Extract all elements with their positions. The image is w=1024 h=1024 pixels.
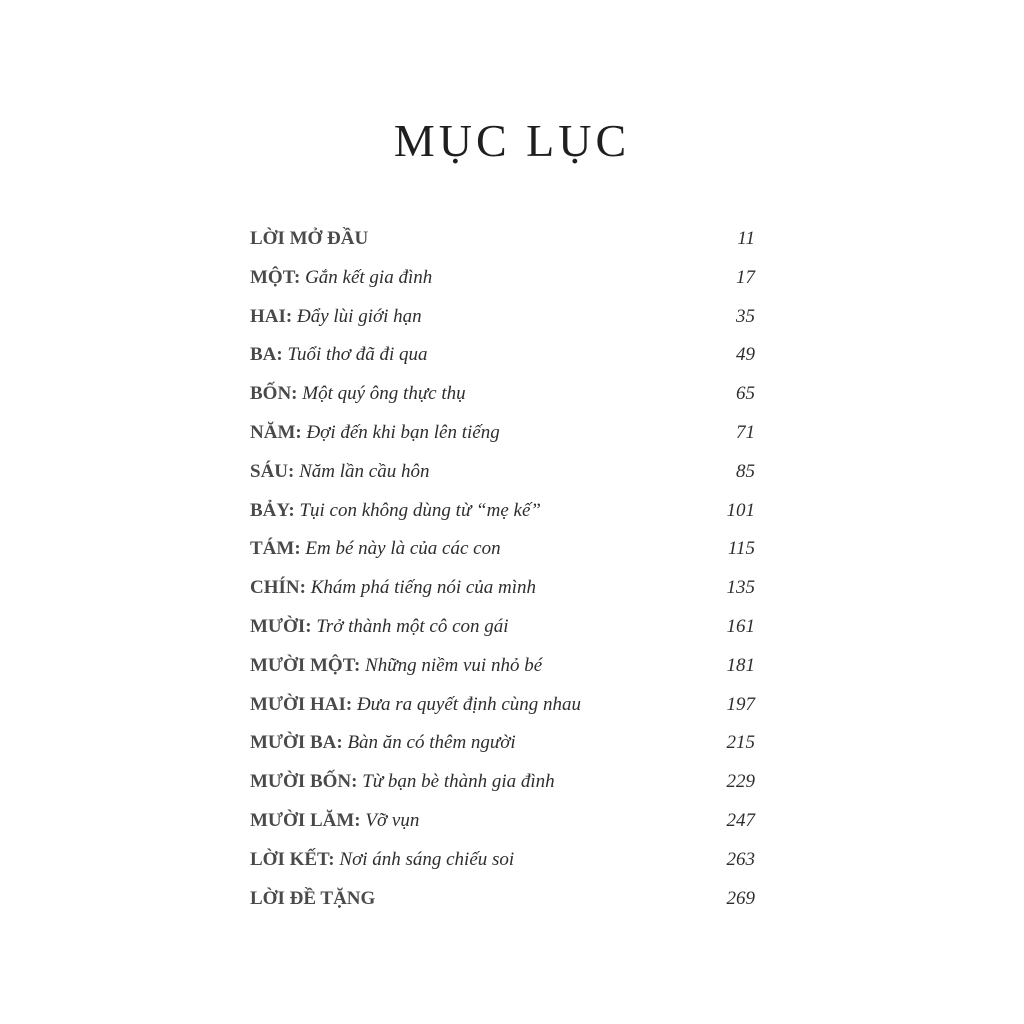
toc-page-number: 135 (726, 577, 755, 599)
toc-label: MƯỜI: (250, 615, 312, 637)
toc-row (250, 530, 755, 569)
toc-entry (250, 802, 419, 841)
toc-page-number: 247 (726, 809, 755, 831)
toc-subtitle: Gắn kết gia đình (305, 266, 433, 288)
toc-subtitle: Bàn ăn có thêm người (347, 732, 516, 754)
toc-entry (250, 880, 375, 919)
toc-row (250, 686, 755, 725)
toc-row (250, 414, 755, 453)
toc-page-number: 65 (736, 383, 755, 405)
toc-entry (250, 453, 429, 492)
toc-subtitle: Tuổi thơ đã đi qua (287, 344, 428, 366)
toc-entry (250, 686, 581, 725)
toc-label: MƯỜI LĂM: (250, 809, 361, 831)
toc-entry (250, 336, 427, 375)
toc-label: NĂM: (250, 421, 302, 443)
toc-subtitle: Đẩy lùi giới hạn (296, 305, 422, 327)
toc-subtitle: Một quý ông thực thụ (302, 383, 466, 405)
toc-entry (250, 724, 516, 763)
toc-entry (250, 841, 514, 880)
toc-entry (250, 763, 555, 802)
toc-row (250, 802, 755, 841)
toc-page-number: 197 (726, 693, 755, 715)
toc-page-number: 181 (726, 654, 755, 676)
toc-page-number: 215 (726, 732, 755, 754)
toc-label: LỜI KẾT: (250, 848, 335, 870)
toc-page-number: 161 (726, 615, 755, 637)
toc-page-number: 85 (736, 460, 755, 482)
toc-row (250, 220, 755, 259)
toc-row (250, 724, 755, 763)
toc-subtitle: Em bé này là của các con (305, 538, 501, 560)
toc-subtitle: Từ bạn bè thành gia đình (362, 771, 555, 793)
toc-label: TÁM: (250, 538, 301, 560)
toc-row (250, 336, 755, 375)
page-title: MỤC LỤC (393, 115, 631, 166)
toc-entry (250, 375, 466, 414)
toc-page-number: 229 (726, 771, 755, 793)
toc-label: BA: (250, 344, 283, 366)
toc-entry (250, 647, 542, 686)
toc-subtitle: Trở thành một cô con gái (316, 615, 509, 637)
toc-row (250, 880, 755, 919)
toc-row (250, 841, 755, 880)
toc-label: BẢY: (250, 499, 295, 521)
toc-entry (250, 569, 536, 608)
toc-subtitle: Khám phá tiếng nói của mình (310, 577, 537, 599)
toc-page-number: 71 (736, 421, 755, 443)
toc-label: MỘT: (250, 266, 301, 288)
toc-row (250, 569, 755, 608)
toc-label: HAI: (250, 305, 293, 327)
toc-page-number: 49 (736, 344, 755, 366)
toc-row (250, 608, 755, 647)
toc-page-number: 11 (737, 228, 755, 249)
toc-label: MƯỜI HAI: (250, 693, 353, 715)
toc-row (250, 647, 755, 686)
toc-label: LỜI ĐỀ TẶNG (250, 887, 376, 909)
toc-entry (250, 608, 509, 647)
toc-subtitle: Vỡ vụn (365, 809, 420, 831)
toc-label: MƯỜI MỘT: (250, 654, 361, 676)
toc-label: MƯỜI BA: (250, 732, 343, 754)
toc-label: CHÍN: (250, 577, 306, 599)
toc-label: LỜI MỞ ĐẦU (250, 228, 369, 249)
toc-subtitle: Tụi con không dùng từ “mẹ kế” (299, 499, 541, 521)
toc-entry (250, 414, 500, 453)
toc-page-number: 115 (727, 538, 755, 560)
toc-label: MƯỜI BỐN: (250, 771, 358, 793)
toc-subtitle: Năm lần cầu hôn (299, 460, 430, 482)
toc-subtitle: Nơi ánh sáng chiếu soi (339, 848, 515, 870)
toc-subtitle: Những niềm vui nhỏ bé (365, 654, 543, 676)
toc-page-number: 17 (736, 266, 755, 288)
table-of-contents (250, 220, 755, 918)
toc-entry (250, 530, 501, 569)
toc-entry (250, 220, 368, 259)
toc-page-number: 269 (726, 887, 755, 909)
toc-page-number: 263 (726, 848, 755, 870)
toc-label: BỐN: (250, 383, 298, 405)
toc-row (250, 375, 755, 414)
toc-entry (250, 298, 422, 337)
toc-subtitle: Đưa ra quyết định cùng nhau (356, 693, 582, 715)
toc-row (250, 259, 755, 298)
toc-label: SÁU: (250, 460, 295, 482)
toc-page-number: 35 (736, 305, 755, 327)
toc-row (250, 453, 755, 492)
toc-row (250, 763, 755, 802)
toc-page-number: 101 (726, 499, 755, 521)
toc-entry (250, 259, 432, 298)
toc-row (250, 298, 755, 337)
toc-entry (250, 492, 541, 531)
toc-subtitle: Đợi đến khi bạn lên tiếng (306, 421, 500, 443)
toc-row (250, 492, 755, 531)
